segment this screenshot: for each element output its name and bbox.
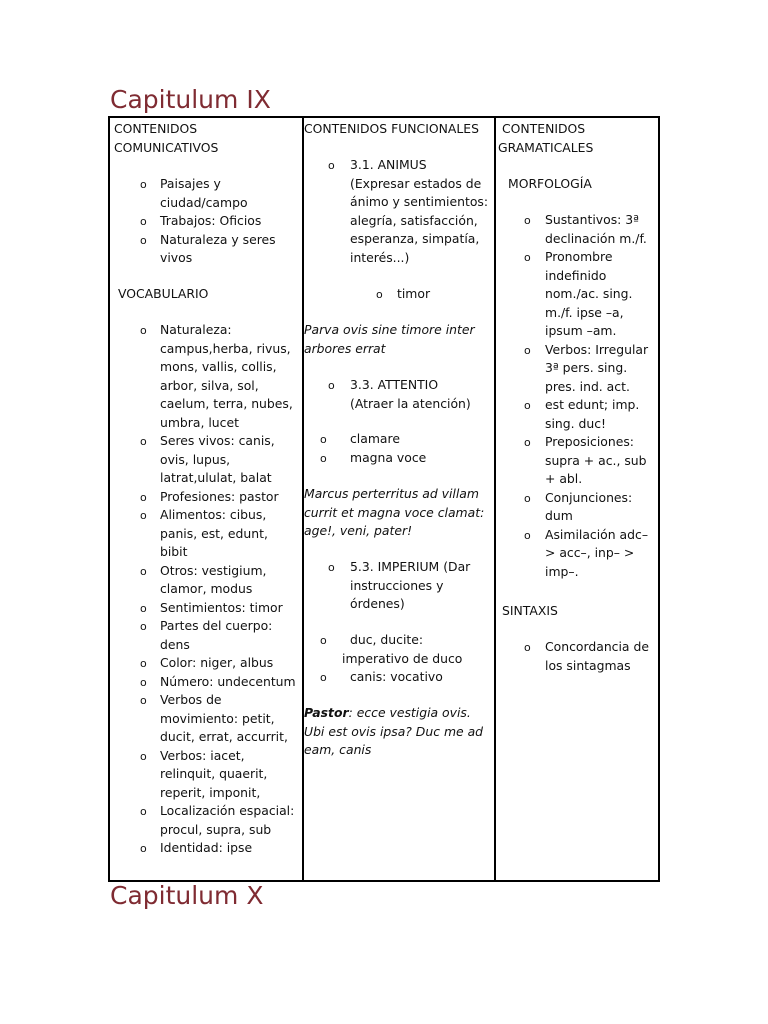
function-item: canis: vocativo bbox=[350, 669, 443, 684]
latin-example bbox=[304, 704, 471, 723]
bullet-icon bbox=[524, 212, 531, 231]
vocab-item: Localización espacial: bbox=[160, 803, 295, 818]
latin-example: Parva ovis sine timore inter bbox=[304, 322, 475, 337]
bullet-icon bbox=[320, 632, 327, 651]
bullet-icon bbox=[140, 655, 147, 674]
function-item: timor bbox=[397, 286, 431, 301]
bullet-icon bbox=[524, 397, 531, 416]
column-funcionales bbox=[302, 118, 496, 880]
chapter-x-title: Capitulum X bbox=[110, 881, 264, 910]
topic-item: ciudad/campo bbox=[160, 194, 248, 210]
grammar-item: est edunt; imp. bbox=[545, 397, 640, 412]
bullet-icon bbox=[524, 639, 531, 658]
vocab-item: Seres vivos: canis, bbox=[160, 433, 275, 448]
bullet-icon bbox=[524, 490, 531, 509]
vocab-item: Verbos de bbox=[160, 692, 222, 707]
function-imperium: 5.3. IMPERIUM (Dar bbox=[350, 559, 471, 574]
latin-example: Marcus perterritus ad villam bbox=[304, 486, 479, 501]
bullet-icon bbox=[140, 322, 147, 341]
column-header: CONTENIDOS bbox=[502, 121, 586, 136]
function-imperium: instrucciones y bbox=[350, 577, 444, 593]
function-animus: esperanza, simpatía, bbox=[350, 231, 480, 246]
vocab-item: Alimentos: cibus, bbox=[160, 507, 267, 522]
bullet-icon bbox=[140, 433, 147, 452]
function-attentio: 3.3. ATTENTIO bbox=[350, 377, 439, 392]
topic-item: vivos bbox=[160, 250, 193, 265]
column-comunicativos bbox=[110, 118, 304, 880]
vocab-item: clamor, modus bbox=[160, 581, 253, 596]
vocab-item: mons, vallis, collis, bbox=[160, 359, 277, 374]
bullet-icon bbox=[328, 157, 335, 176]
content-table bbox=[108, 116, 660, 882]
column-header: CONTENIDOS FUNCIONALES bbox=[304, 121, 479, 136]
bullet-icon bbox=[140, 600, 147, 619]
grammar-item: Pronombre bbox=[545, 249, 613, 264]
grammar-item: ipsum –am. bbox=[545, 323, 617, 338]
column-header: GRAMATICALES bbox=[498, 139, 594, 155]
grammar-item: los sintagmas bbox=[545, 657, 631, 673]
grammar-item: sing. duc! bbox=[545, 415, 606, 431]
vocab-item: dens bbox=[160, 636, 190, 652]
grammar-item: Concordancia de bbox=[545, 639, 649, 654]
grammar-item: m./f. ipse –a, bbox=[545, 304, 624, 320]
vocab-item: arbor, silva, sol, bbox=[160, 377, 259, 393]
grammar-item: 3ª pers. sing. bbox=[545, 360, 628, 375]
section-label: SINTAXIS bbox=[502, 603, 558, 618]
latin-example: arbores errat bbox=[304, 340, 386, 356]
bullet-icon bbox=[524, 434, 531, 453]
vocab-item: Número: undecentum bbox=[160, 673, 296, 689]
grammar-item: + abl. bbox=[545, 471, 583, 486]
bullet-icon bbox=[140, 840, 147, 859]
vocab-item: umbra, lucet bbox=[160, 414, 239, 430]
vocab-item: relinquit, quaerit, bbox=[160, 766, 268, 781]
function-animus: (Expresar estados de bbox=[350, 175, 482, 191]
topic-item: Paisajes y bbox=[160, 176, 221, 191]
grammar-item: Verbos: Irregular bbox=[545, 341, 649, 357]
vocab-item: campus,herba, rivus, bbox=[160, 340, 291, 356]
vocab-item: Identidad: ipse bbox=[160, 840, 253, 855]
bullet-icon bbox=[524, 249, 531, 268]
bullet-icon bbox=[328, 377, 335, 396]
vocab-item: Otros: vestigium, bbox=[160, 562, 267, 578]
vocab-item: ovis, lupus, bbox=[160, 451, 231, 467]
latin-example: age!, veni, pater! bbox=[304, 523, 413, 538]
bullet-icon bbox=[140, 563, 147, 582]
vocab-item: Profesiones: pastor bbox=[160, 488, 279, 504]
speaker-label: Pastor bbox=[304, 705, 349, 720]
bullet-icon bbox=[328, 559, 335, 578]
grammar-item: > acc–, inp– > bbox=[545, 545, 635, 560]
grammar-item: declinación m./f. bbox=[545, 230, 647, 246]
vocab-item: panis, est, edunt, bbox=[160, 525, 268, 541]
bullet-icon bbox=[140, 674, 147, 693]
vocab-item: movimiento: petit, bbox=[160, 710, 275, 726]
vocab-item: ducit, errat, accurrit, bbox=[160, 729, 288, 744]
grammar-item: Sustantivos: 3ª bbox=[545, 212, 639, 227]
vocab-item: procul, supra, sub bbox=[160, 821, 272, 837]
vocab-item: Partes del cuerpo: bbox=[160, 618, 273, 633]
bullet-icon bbox=[140, 232, 147, 251]
column-header: CONTENIDOS bbox=[114, 121, 198, 136]
latin-example: eam, canis bbox=[304, 742, 372, 757]
bullet-icon bbox=[140, 748, 147, 767]
topic-item: Naturaleza y seres bbox=[160, 231, 276, 247]
function-item: magna voce bbox=[350, 449, 427, 465]
function-item: imperativo de duco bbox=[342, 650, 463, 666]
grammar-item: Conjunciones: bbox=[545, 489, 633, 505]
bullet-icon bbox=[140, 507, 147, 526]
bullet-icon bbox=[140, 213, 147, 232]
bullet-icon bbox=[320, 669, 327, 688]
vocab-item: Naturaleza: bbox=[160, 322, 232, 337]
section-label: MORFOLOGÍA bbox=[508, 176, 592, 191]
grammar-item: dum bbox=[545, 508, 573, 523]
function-animus: alegría, satisfacción, bbox=[350, 212, 478, 228]
section-label: VOCABULARIO bbox=[118, 286, 209, 301]
bullet-icon bbox=[140, 176, 147, 195]
function-item: clamare bbox=[350, 431, 400, 446]
vocab-item: reperit, imponit, bbox=[160, 784, 261, 800]
latin-example-text: : ecce vestigia ovis. bbox=[348, 705, 471, 720]
bullet-icon bbox=[320, 431, 327, 450]
topic-item: Trabajos: Oficios bbox=[160, 213, 262, 228]
grammar-item: indefinido bbox=[545, 267, 607, 283]
vocab-item: Sentimientos: timor bbox=[160, 599, 283, 615]
vocab-item: latrat,ululat, balat bbox=[160, 470, 272, 485]
column-gramaticales bbox=[496, 118, 658, 880]
bullet-icon bbox=[524, 527, 531, 546]
vocab-item: caelum, terra, nubes, bbox=[160, 396, 293, 411]
vocab-item: bibit bbox=[160, 544, 188, 559]
bullet-icon bbox=[140, 618, 147, 637]
vocab-item: Verbos: iacet, bbox=[160, 747, 245, 763]
bullet-icon bbox=[524, 342, 531, 361]
bullet-icon bbox=[140, 489, 147, 508]
chapter-ix-title: Capitulum IX bbox=[110, 85, 271, 114]
function-animus: ánimo y sentimientos: bbox=[350, 194, 489, 209]
function-item: duc, ducite: bbox=[350, 632, 424, 647]
function-imperium: órdenes) bbox=[350, 596, 405, 611]
bullet-icon bbox=[320, 450, 327, 469]
function-animus: interés...) bbox=[350, 249, 410, 265]
grammar-item: supra + ac., sub bbox=[545, 452, 647, 468]
grammar-item: pres. ind. act. bbox=[545, 378, 630, 394]
column-header: COMUNICATIVOS bbox=[114, 139, 219, 155]
bullet-icon bbox=[140, 803, 147, 822]
grammar-item: Preposiciones: bbox=[545, 434, 634, 449]
function-attentio: (Atraer la atención) bbox=[350, 395, 471, 411]
bullet-icon bbox=[376, 286, 383, 305]
grammar-item: imp–. bbox=[545, 563, 579, 579]
latin-example: Ubi est ovis ipsa? Duc me ad bbox=[304, 723, 484, 739]
latin-example: currit et magna voce clamat: bbox=[304, 504, 485, 520]
grammar-item: Asimilación adc– bbox=[545, 526, 649, 542]
vocab-item: Color: niger, albus bbox=[160, 655, 274, 670]
grammar-item: nom./ac. sing. bbox=[545, 286, 633, 301]
bullet-icon bbox=[140, 692, 147, 711]
function-animus: 3.1. ANIMUS bbox=[350, 157, 427, 172]
